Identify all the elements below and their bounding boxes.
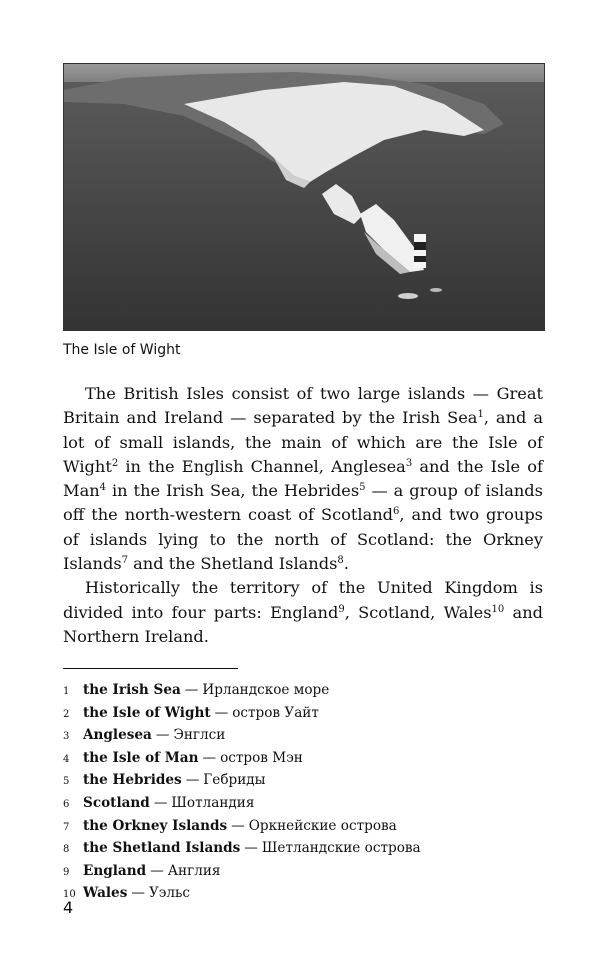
footnote-dash: —	[202, 749, 217, 766]
footnote-item	[63, 725, 543, 748]
footnote-number: 4	[63, 753, 70, 765]
footnote-term: the Isle of Wight	[83, 704, 211, 721]
footnote-translation: Оркнейские острова	[248, 817, 397, 834]
footnote-item	[63, 861, 543, 884]
footnote-ref: 4	[99, 482, 107, 494]
footnote-number: 9	[63, 866, 70, 878]
footnote-term: Wales	[83, 885, 128, 902]
footnote-dash: —	[155, 727, 170, 744]
text-segment: , and two groups of islands lying to the north of Scotland: the Orkney Islands	[63, 505, 543, 574]
text-segment: and the Shetland Islands	[128, 554, 338, 574]
footnote-item	[63, 816, 543, 839]
footnote-number: 10	[63, 889, 76, 901]
text-segment: in the Irish Sea, the Hebrides	[106, 481, 360, 501]
footnote-translation: Шетландские острова	[261, 840, 421, 857]
footnote-number: 5	[63, 776, 70, 788]
footnote-dash: —	[184, 682, 199, 698]
footnote-translation: Гебриды	[203, 772, 266, 789]
footnote-translation: Энглси	[173, 727, 226, 744]
footnote-dash: —	[231, 817, 245, 834]
footnote-ref: 5	[359, 482, 366, 494]
footnote-item	[63, 770, 543, 793]
text-segment: and the Isle of Man	[63, 456, 543, 501]
footnote-number: 7	[63, 821, 70, 833]
footnote-dash: —	[214, 704, 229, 721]
text-segment: , and a lot of small islands, the main of which are the Isle of Wight	[63, 408, 543, 476]
text-segment: The British Isles consist of two large islands — Great Britain and Ireland — separated by the Irish Sea	[63, 384, 543, 428]
text-segment: in the English Channel, Anglesea	[118, 456, 406, 476]
footnote-divider	[63, 668, 238, 669]
footnote-term: the Shetland Islands	[83, 840, 241, 857]
main-text	[63, 382, 543, 649]
footnote-translation: Уэльс	[148, 885, 191, 902]
isle-of-wight-photo	[63, 63, 545, 331]
footnote-ref: 8	[337, 555, 344, 567]
footnote-number: 6	[63, 798, 70, 810]
footnote-item	[63, 838, 543, 861]
footnote-term: the Orkney Islands	[83, 817, 228, 834]
footnote-term: Anglesea	[83, 727, 152, 744]
footnote-translation: остров Мэн	[220, 749, 303, 766]
footnote-number: 3	[63, 731, 70, 743]
paragraph-uk-parts	[63, 576, 543, 649]
footnote-dash: —	[153, 794, 168, 811]
text-segment: , Scotland, Wales	[344, 602, 492, 622]
footnote-dash: —	[131, 885, 145, 902]
footnote-translation: Англия	[167, 862, 221, 879]
footnote-term: the Irish Sea	[83, 682, 181, 698]
footnote-item	[63, 793, 543, 816]
footnote-item	[63, 883, 543, 906]
footnote-dash: —	[150, 862, 164, 879]
footnote-ref: 7	[121, 555, 128, 567]
footnote-ref: 1	[477, 409, 484, 421]
footnote-dash: —	[244, 840, 258, 857]
footnote-ref: 10	[491, 603, 505, 615]
footnote-term: Scotland	[83, 794, 150, 811]
footnote-translation: Ирландское море	[202, 682, 330, 698]
footnote-number: 2	[63, 708, 70, 720]
footnote-translation: Шотландия	[171, 794, 255, 811]
page-number: 4	[63, 898, 74, 917]
footnote-ref: 9	[338, 603, 345, 615]
footnote-translation: остров Уайт	[232, 704, 319, 721]
text-segment: .	[343, 554, 349, 574]
footnote-ref: 3	[405, 457, 413, 469]
paragraph-british-isles	[63, 382, 543, 576]
footnote-ref: 6	[393, 506, 400, 518]
text-segment: and Northern Ireland.	[63, 602, 543, 646]
footnote-dash: —	[185, 772, 200, 789]
text-segment: — a group of islands off the north-western coast of Scotland	[63, 481, 543, 525]
footnote-number: 8	[63, 844, 70, 856]
footnote-term: the Isle of Man	[83, 749, 199, 766]
footnote-item	[63, 680, 543, 703]
footnote-term: England	[83, 862, 147, 879]
footnote-item	[63, 748, 543, 771]
footnote-number: 1	[63, 686, 70, 697]
photo-caption: The Isle of Wight	[63, 342, 181, 358]
text-segment: Historically the territory of the United Kingdom is divided into four parts: England	[63, 578, 543, 622]
footnote-item	[63, 703, 543, 726]
footnote-term: the Hebrides	[83, 772, 182, 789]
footnote-ref: 2	[111, 457, 119, 469]
footnotes	[63, 680, 543, 906]
